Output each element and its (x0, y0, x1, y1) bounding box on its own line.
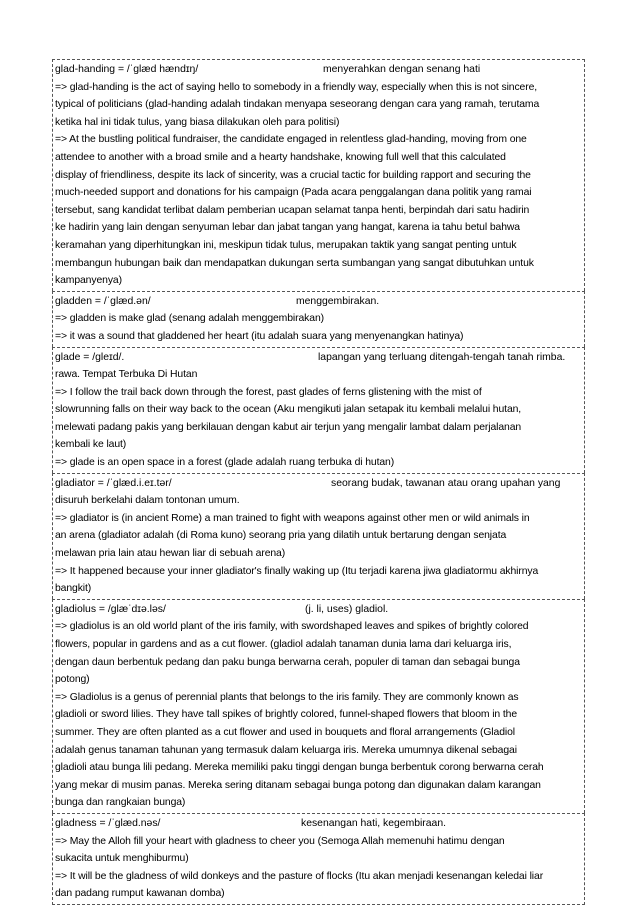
entry-line: flowers, popular in gardens and as a cut flower. (gladiol adalah tanaman dunia lama dari keluarga iris, (55, 639, 512, 650)
entry-line: sukacita untuk menghiburmu) (55, 853, 189, 865)
entry-line: attendee to another with a broad smile and a hearty handshake, knowing full well that this calculated (55, 151, 506, 163)
entry-line: gladioli or sword lilies. They have tall spikes of brightly colored, funnel-shaped flowers that bloom in the (55, 709, 518, 721)
entry-line: ketika hal ini tidak tulus, yang biasa dilakukan oleh para politisi) (55, 116, 340, 128)
entry-line: melawan pria lain atau hewan liar di sebuah arena) (55, 548, 286, 560)
entry-line: ke hadirin yang lain dengan senyuman lebar dan jabat tangan yang hangat, karena ia tahu betul bahwa (55, 222, 520, 234)
entry-line: => May the Alloh fill your heart with gladness to cheer you (Semoga Allah memenuhi hatimu dengan (55, 835, 505, 847)
entry-line: => gladden is make glad (senang adalah menggembirakan) (55, 313, 324, 325)
entry-gladiator (52, 473, 585, 599)
entry-line: adalah genus tanaman tahunan yang termasuk dalam keluarga iris. Mereka umumnya dikenal sebagai (55, 744, 517, 756)
entry-line: rawa. Tempat Terbuka Di Hutan (55, 369, 198, 381)
entry-term: gladiolus = /ɡlæˈdɪə.ləs/ (55, 603, 166, 615)
entry-line: an arena (gladiator adalah (di Roma kuno) seorang pria yang dilatih untuk bertarung dengan senjata (55, 530, 507, 542)
entry-line: gladioli atau bunga lili pedang. Mereka memiliki paku tinggi dengan bunga berbentuk corong berwarna cerah (55, 762, 544, 774)
entry-line: summer. They are often planted as a cut flower and used in bouquets and floral arrangements (Gladiol (55, 726, 515, 738)
entry-meaning: kesenangan hati, kegembiraan. (301, 817, 446, 829)
entry-line: typical of politicians (glad-handing adalah tindakan menyapa seseorang dengan cara yang ramah, terutama (55, 99, 540, 111)
entry-line: much-needed support and donations for his campaign (Pada acara penggalangan dana politik yang ramai (55, 187, 532, 199)
entry-line: slowrunning falls on their way back to the ocean (Aku mengikuti jalan setapak itu kembali melalui hutan, (55, 404, 522, 416)
entry-glade (52, 347, 585, 473)
entry-line: bangkit) (55, 583, 92, 595)
entry-heading (55, 815, 582, 833)
entry-term: glad-handing = /ˈɡlæd hændɪŋ/ (55, 64, 199, 75)
entry-heading (55, 601, 582, 619)
entry-line: => It happened because your inner gladiator's finally waking up (Itu terjadi karena jiwa gladiatormu akhirnya (55, 565, 539, 577)
entry-meaning: (j. li, uses) gladiol. (305, 603, 389, 615)
entry-line: kembali ke laut) (55, 439, 127, 451)
entry-term: gladden = /ˈɡlæd.ən/ (55, 295, 151, 307)
entry-line: => Gladiolus is a genus of perennial plants that belongs to the iris family. They are commonly known as (55, 691, 519, 703)
entry-meaning: menyerahkan dengan senang hati (323, 64, 481, 75)
entry-line: => it was a sound that gladdened her heart (itu adalah suara yang menyenangkan hatinya) (55, 330, 464, 342)
dictionary-page (52, 59, 585, 905)
entry-line: membangun hubungan baik dan mendapatkan dukungan serta sumbangan yang sangat dibutuhkan untuk (55, 257, 534, 269)
entry-term: gladiator = /ˈɡlæd.i.eɪ.tər/ (55, 477, 172, 489)
entry-line: => It will be the gladness of wild donkeys and the pasture of flocks (Itu akan menjadi kesenangan keledai liar (55, 870, 544, 882)
entry-term: gladness = /ˈɡlæd.nəs/ (55, 817, 161, 829)
entry-line: yang mekar di musim panas. Mereka sering ditanam sebagai bunga potong dan digunakan dalam karangan (55, 779, 541, 791)
entry-line: keramahan yang diperhitungkan ini, meskipun tidak tulus, merupakan taktik yang sangat penting untuk (55, 239, 517, 251)
entry-meaning: seorang budak, tawanan atau orang upahan yang (331, 477, 561, 489)
entry-line: => glade is an open space in a forest (glade adalah ruang terbuka di hutan) (55, 457, 395, 469)
entry-line: disuruh berkelahi dalam tontonan umum. (55, 495, 240, 507)
entry-line: potong) (55, 674, 90, 686)
entry-line: melewati padang pakis yang berkilauan dengan kabut air terjun yang mengalir lambat dalam perjalanan (55, 421, 522, 433)
entry-line: => glad-handing is the act of saying hello to somebody in a friendly way, especially when this is not sincere, (55, 81, 538, 93)
entry-meaning: lapangan yang terluang ditengah-tengah tanah rimba. (318, 351, 566, 363)
entry-line: display of friendliness, despite its lack of sincerity, was a crucial tactic for building rapport and securing the (55, 169, 531, 181)
entry-heading (55, 293, 582, 311)
entry-heading (55, 475, 582, 493)
entry-gladden (52, 291, 585, 347)
entry-glad-handing (52, 59, 585, 291)
entry-heading (55, 349, 582, 367)
entry-line: kampanyenya) (55, 275, 122, 287)
entry-line: => I follow the trail back down through the forest, past glades of ferns glistening with the mist of (55, 386, 482, 398)
entry-line: => gladiolus is an old world plant of the iris family, with swordshaped leaves and spikes of brightly colored (55, 621, 529, 633)
entry-meaning: menggembirakan. (296, 295, 380, 307)
entry-line: dan padang rumput kawanan domba) (55, 888, 225, 900)
entry-heading (55, 61, 582, 79)
entry-line: => gladiator is (in ancient Rome) a man trained to fight with weapons against other men or wild animals in (55, 512, 530, 524)
entry-gladness (52, 813, 585, 905)
entry-line: dengan daun berbentuk pedang dan paku bunga berwarna cerah, populer di taman dan sebagai bunga (55, 656, 520, 668)
entry-line: => At the bustling political fundraiser, the candidate engaged in relentless glad-handing, moving from one (55, 134, 527, 146)
entry-gladiolus (52, 599, 585, 813)
entry-line: tersebut, sang kandidat terlibat dalam pemberian ucapan selamat tanpa henti, berpindah dari satu hadirin (55, 204, 530, 216)
entry-line: bunga dan rangkaian bunga) (55, 797, 186, 809)
entry-term: glade = /gleɪd/. (55, 351, 125, 363)
